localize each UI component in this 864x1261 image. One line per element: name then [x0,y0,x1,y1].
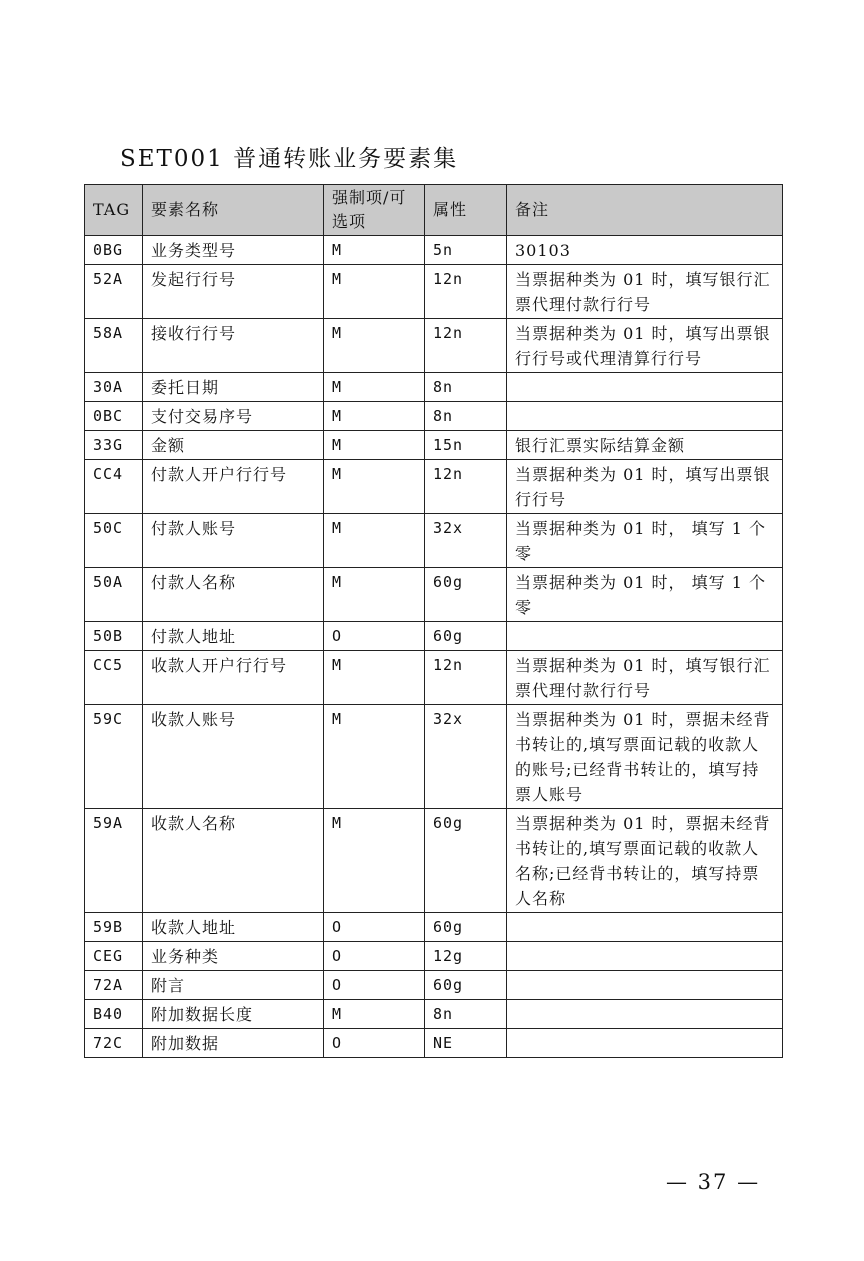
cell-element-name: 业务类型号 [143,236,324,265]
cell-required: M [324,236,425,265]
cell-required: M [324,431,425,460]
cell-required: O [324,1029,425,1058]
page-number: — 37 — [666,1170,761,1194]
table-body [85,236,783,1058]
cell-element-name: 收款人地址 [143,913,324,942]
cell-tag: 50C [85,514,143,568]
cell-remarks: 当票据种类为 01 时，填写银行汇票代理付款行行号 [507,265,783,319]
cell-tag: 59B [85,913,143,942]
cell-element-name: 收款人名称 [143,809,324,913]
cell-tag: CEG [85,942,143,971]
cell-attribute: 60g [425,622,507,651]
cell-attribute: 5n [425,236,507,265]
cell-remarks [507,971,783,1000]
table-row [85,942,783,971]
cell-attribute: 60g [425,913,507,942]
cell-required: M [324,402,425,431]
cell-tag: 0BG [85,236,143,265]
table-row [85,319,783,373]
cell-attribute: 12n [425,460,507,514]
cell-remarks: 当票据种类为 01 时， 填写 1 个零 [507,568,783,622]
cell-tag: 30A [85,373,143,402]
cell-tag: B40 [85,1000,143,1029]
cell-tag: 52A [85,265,143,319]
cell-element-name: 附加数据 [143,1029,324,1058]
cell-remarks: 当票据种类为 01 时，票据未经背书转让的,填写票面记载的收款人的账号;已经背书转让的，填写持票人账号 [507,705,783,809]
cell-element-name: 付款人账号 [143,514,324,568]
cell-required: M [324,319,425,373]
cell-tag: CC5 [85,651,143,705]
header-tag: TAG [85,185,143,236]
cell-remarks [507,373,783,402]
cell-required: M [324,809,425,913]
cell-element-name: 收款人账号 [143,705,324,809]
cell-remarks: 当票据种类为 01 时， 填写 1 个零 [507,514,783,568]
cell-attribute: 8n [425,402,507,431]
cell-element-name: 接收行行号 [143,319,324,373]
cell-element-name: 业务种类 [143,942,324,971]
table-row [85,373,783,402]
header-attribute: 属性 [425,185,507,236]
cell-attribute: NE [425,1029,507,1058]
cell-required: M [324,568,425,622]
cell-tag: 72C [85,1029,143,1058]
cell-tag: 33G [85,431,143,460]
header-required: 强制项/可选项 [324,185,425,236]
cell-attribute: 12g [425,942,507,971]
cell-element-name: 金额 [143,431,324,460]
cell-remarks [507,622,783,651]
cell-attribute: 32x [425,705,507,809]
cell-remarks: 当票据种类为 01 时，票据未经背书转让的,填写票面记载的收款人名称;已经背书转让的，填写持票人名称 [507,809,783,913]
table-row [85,705,783,809]
cell-required: M [324,460,425,514]
cell-remarks [507,402,783,431]
cell-remarks: 当票据种类为 01 时，填写银行汇票代理付款行行号 [507,651,783,705]
cell-tag: 50A [85,568,143,622]
cell-element-name: 付款人开户行行号 [143,460,324,514]
cell-required: M [324,651,425,705]
cell-required: O [324,913,425,942]
page-title: SET001 普通转账业务要素集 [120,146,459,172]
cell-remarks: 当票据种类为 01 时，填写出票银行行号 [507,460,783,514]
cell-required: M [324,265,425,319]
header-remarks: 备注 [507,185,783,236]
table-row [85,651,783,705]
cell-element-name: 收款人开户行行号 [143,651,324,705]
cell-attribute: 60g [425,809,507,913]
cell-remarks: 30103 [507,236,783,265]
table-row [85,402,783,431]
cell-element-name: 付款人名称 [143,568,324,622]
table-row [85,265,783,319]
cell-remarks [507,1029,783,1058]
cell-attribute: 15n [425,431,507,460]
cell-required: M [324,514,425,568]
cell-tag: 59C [85,705,143,809]
cell-tag: 72A [85,971,143,1000]
cell-attribute: 60g [425,568,507,622]
cell-required: O [324,942,425,971]
cell-attribute: 12n [425,265,507,319]
cell-element-name: 委托日期 [143,373,324,402]
cell-element-name: 支付交易序号 [143,402,324,431]
cell-remarks [507,1000,783,1029]
table-row [85,913,783,942]
cell-required: O [324,622,425,651]
cell-remarks: 当票据种类为 01 时，填写出票银行行号或代理清算行行号 [507,319,783,373]
cell-element-name: 发起行行号 [143,265,324,319]
table-row [85,1029,783,1058]
table-row [85,236,783,265]
cell-attribute: 8n [425,373,507,402]
cell-attribute: 32x [425,514,507,568]
table-row [85,568,783,622]
cell-required: M [324,373,425,402]
table-row [85,971,783,1000]
cell-attribute: 60g [425,971,507,1000]
cell-attribute: 8n [425,1000,507,1029]
table-row [85,622,783,651]
cell-tag: 50B [85,622,143,651]
table-row [85,514,783,568]
table-header-row [85,185,783,236]
cell-attribute: 12n [425,651,507,705]
cell-remarks [507,942,783,971]
cell-element-name: 付款人地址 [143,622,324,651]
table-row [85,809,783,913]
header-name: 要素名称 [143,185,324,236]
cell-required: M [324,705,425,809]
cell-tag: 59A [85,809,143,913]
cell-attribute: 12n [425,319,507,373]
table-row [85,460,783,514]
cell-tag: 58A [85,319,143,373]
cell-required: M [324,1000,425,1029]
cell-remarks: 银行汇票实际结算金额 [507,431,783,460]
cell-element-name: 附加数据长度 [143,1000,324,1029]
cell-required: O [324,971,425,1000]
cell-element-name: 附言 [143,971,324,1000]
element-set-table [84,184,783,1058]
cell-tag: 0BC [85,402,143,431]
table-row [85,1000,783,1029]
table-row [85,431,783,460]
cell-tag: CC4 [85,460,143,514]
cell-remarks [507,913,783,942]
